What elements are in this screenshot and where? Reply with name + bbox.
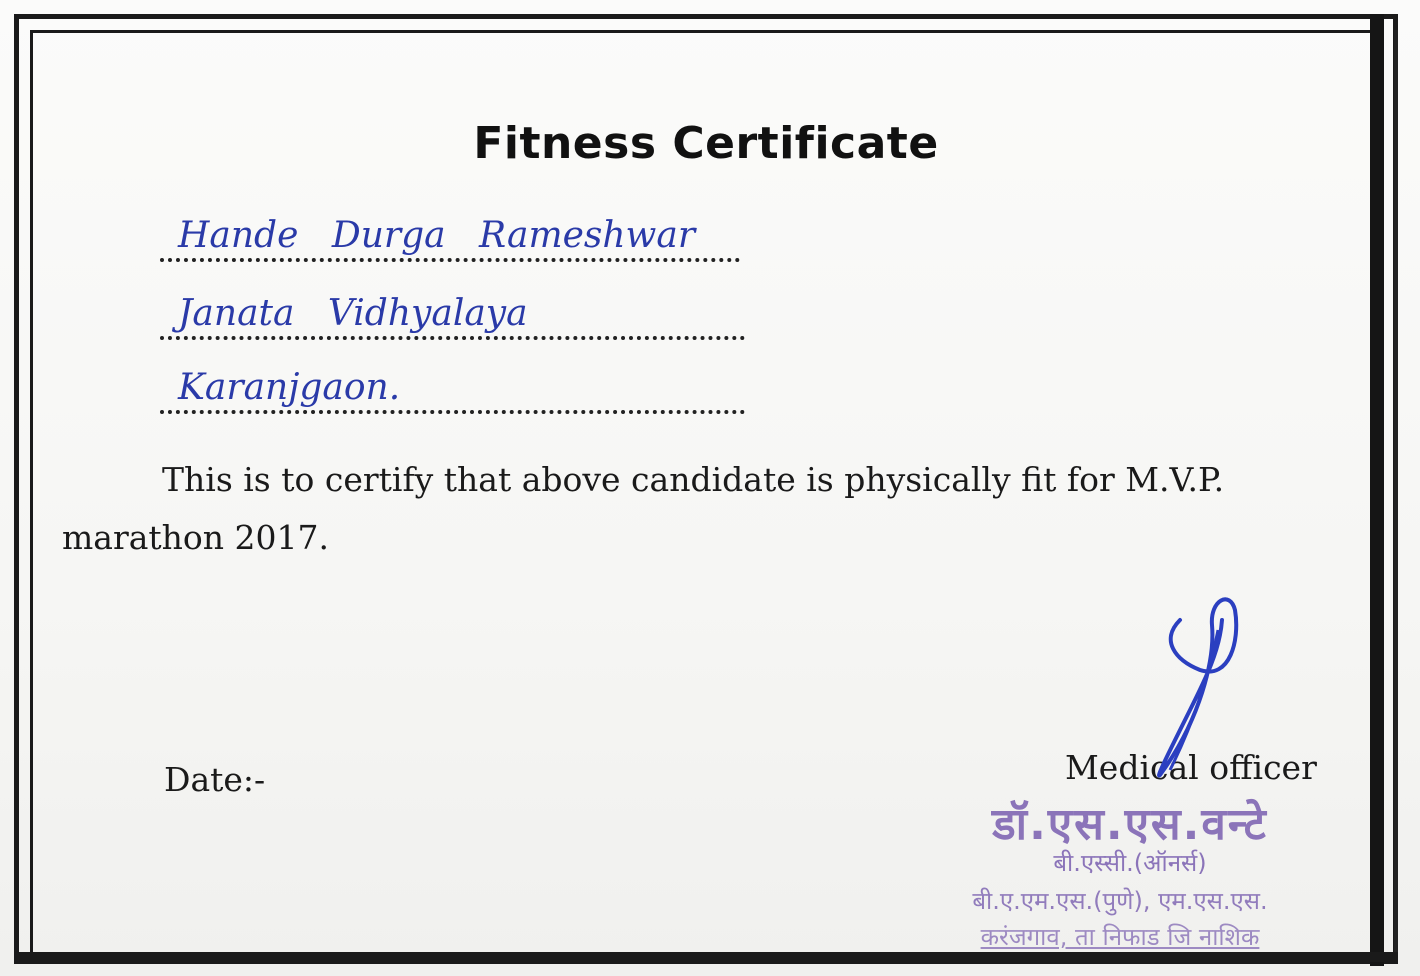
stamp-doctor-name: डॉ.एस.एस.वन्टे: [992, 799, 1268, 850]
name-handwritten: Hande Durga Rameshwar: [178, 215, 696, 256]
date-label: Date:-: [164, 760, 266, 799]
certification-text-line1: This is to certify that above candidate is physically fit for M.V.P.: [162, 460, 1225, 499]
stamp-address: करंजगाव, ता निफाड जि नाशिक: [980, 923, 1260, 951]
doctor-stamp: [880, 792, 1360, 952]
signature-icon: [1120, 580, 1270, 790]
place-handwritten: Karanjgaon.: [178, 367, 401, 408]
name-field: [160, 198, 740, 262]
right-border-line: [1394, 30, 1398, 960]
stamp-degree-2: बी.ए.एम.एस.(पुणे), एम.एस.एस.: [972, 887, 1268, 915]
school-field: [160, 276, 745, 340]
bottom-border-band: [14, 952, 1398, 962]
stamp-degree-1: बी.एस्सी.(ऑनर्स): [1053, 849, 1207, 877]
certificate-title: Fitness Certificate: [473, 118, 939, 169]
school-handwritten: Janata Vidhyalaya: [178, 293, 528, 334]
place-field: [160, 350, 745, 414]
certification-text-line2: marathon 2017.: [62, 518, 330, 557]
medical-officer-label: Medical officer: [1065, 748, 1317, 787]
